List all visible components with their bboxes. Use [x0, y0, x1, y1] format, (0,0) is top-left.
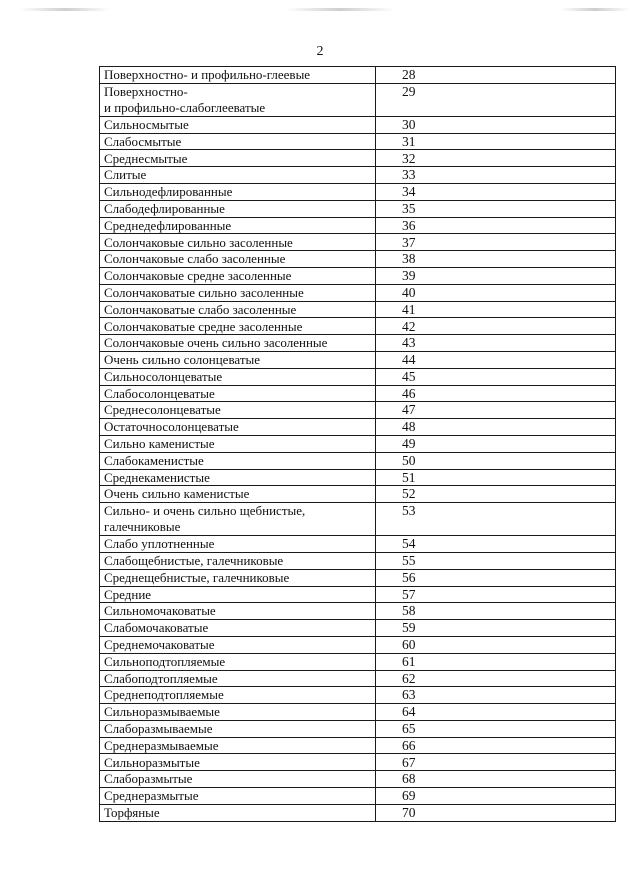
row-code-cell: 52	[376, 486, 616, 503]
table-row	[100, 636, 616, 653]
row-code-cell: 48	[376, 419, 616, 436]
table-row	[100, 552, 616, 569]
row-name-cell: Сильносмытые	[100, 116, 376, 133]
table-row	[100, 301, 616, 318]
table-row	[100, 503, 616, 536]
row-code-cell: 64	[376, 704, 616, 721]
row-code-cell: 46	[376, 385, 616, 402]
table-row	[100, 67, 616, 84]
row-name-cell: Среднеразмываемые	[100, 737, 376, 754]
table-row	[100, 737, 616, 754]
row-name-cell: Солончаковатые средне засоленные	[100, 318, 376, 335]
row-name-cell: Сильно каменистые	[100, 435, 376, 452]
row-name-cell: Сильноразмытые	[100, 754, 376, 771]
row-name-cell: Слаборазмываемые	[100, 720, 376, 737]
row-code-cell: 45	[376, 368, 616, 385]
row-code-cell: 59	[376, 620, 616, 637]
row-name-cell: Среднеразмытые	[100, 788, 376, 805]
row-name-cell: Слабомочаковатые	[100, 620, 376, 637]
row-name-cell: Слабодефлированные	[100, 200, 376, 217]
row-code-cell: 30	[376, 116, 616, 133]
row-name-cell: Слабощебнистые, галечниковые	[100, 552, 376, 569]
table-row	[100, 116, 616, 133]
table-row	[100, 670, 616, 687]
row-name-cell: Сильно- и очень сильно щебнистые, галечниковые	[100, 503, 376, 536]
page-number: 2	[316, 44, 324, 59]
row-code-cell: 50	[376, 452, 616, 469]
table-row	[100, 217, 616, 234]
row-code-cell: 33	[376, 167, 616, 184]
row-code-cell: 53	[376, 503, 616, 536]
table-row	[100, 402, 616, 419]
row-name-cell: Среднемочаковатые	[100, 636, 376, 653]
row-name-cell: Среднесолонцеватые	[100, 402, 376, 419]
table-row	[100, 435, 616, 452]
row-code-cell: 43	[376, 335, 616, 352]
row-name-cell: Поверхностно- и профильно-глеевые	[100, 67, 376, 84]
row-name-cell: Среднедефлированные	[100, 217, 376, 234]
row-code-cell: 37	[376, 234, 616, 251]
table-row	[100, 335, 616, 352]
row-name-cell: Слаборазмытые	[100, 771, 376, 788]
scan-artifact	[560, 8, 630, 11]
table-row	[100, 267, 616, 284]
scan-artifact	[20, 8, 110, 11]
row-code-cell: 62	[376, 670, 616, 687]
row-code-cell: 49	[376, 435, 616, 452]
row-code-cell: 55	[376, 552, 616, 569]
table-row	[100, 536, 616, 553]
row-name-cell: Слабосмытые	[100, 133, 376, 150]
row-name-cell: Остаточносолонцеватые	[100, 419, 376, 436]
row-code-cell: 34	[376, 183, 616, 200]
table-row	[100, 754, 616, 771]
row-name-cell: Слабоподтопляемые	[100, 670, 376, 687]
codes-table	[99, 66, 616, 822]
row-code-cell: 57	[376, 586, 616, 603]
row-name-cell: Слабосолонцеватые	[100, 385, 376, 402]
row-code-cell: 51	[376, 469, 616, 486]
table-row	[100, 603, 616, 620]
row-name-cell: Солончаковые слабо засоленные	[100, 251, 376, 268]
row-name-cell: Слитые	[100, 167, 376, 184]
row-code-cell: 39	[376, 267, 616, 284]
table-row	[100, 368, 616, 385]
row-code-cell: 44	[376, 351, 616, 368]
row-name-cell: Сильноразмываемые	[100, 704, 376, 721]
table-row	[100, 351, 616, 368]
row-code-cell: 35	[376, 200, 616, 217]
table-row	[100, 133, 616, 150]
row-code-cell: 47	[376, 402, 616, 419]
table-row	[100, 469, 616, 486]
row-name-cell: Среднекаменистые	[100, 469, 376, 486]
row-name-cell: Сильносолонцеватые	[100, 368, 376, 385]
row-code-cell: 36	[376, 217, 616, 234]
row-code-cell: 58	[376, 603, 616, 620]
row-code-cell: 28	[376, 67, 616, 84]
codes-table-body	[100, 67, 616, 822]
row-name-cell: Средние	[100, 586, 376, 603]
row-code-cell: 56	[376, 569, 616, 586]
row-code-cell: 63	[376, 687, 616, 704]
row-name-cell: Слабо уплотненные	[100, 536, 376, 553]
table-row	[100, 234, 616, 251]
table-row	[100, 720, 616, 737]
scan-artifact	[285, 8, 395, 11]
table-row	[100, 251, 616, 268]
table-row	[100, 385, 616, 402]
row-code-cell: 68	[376, 771, 616, 788]
row-name-cell: Очень сильно каменистые	[100, 486, 376, 503]
table-row	[100, 452, 616, 469]
row-name-cell: Сильномочаковатые	[100, 603, 376, 620]
row-name-cell: Солончаковые очень сильно засоленные	[100, 335, 376, 352]
row-code-cell: 67	[376, 754, 616, 771]
row-name-cell: Очень сильно солонцеватые	[100, 351, 376, 368]
row-name-cell: Солончаковые средне засоленные	[100, 267, 376, 284]
row-name-cell: Солончаковые сильно засоленные	[100, 234, 376, 251]
table-row	[100, 486, 616, 503]
row-name-cell: Сильнодефлированные	[100, 183, 376, 200]
row-name-cell: Солончаковатые сильно засоленные	[100, 284, 376, 301]
row-code-cell: 41	[376, 301, 616, 318]
row-code-cell: 42	[376, 318, 616, 335]
row-code-cell: 70	[376, 804, 616, 821]
table-row	[100, 318, 616, 335]
row-code-cell: 38	[376, 251, 616, 268]
row-name-cell: Солончаковатые слабо засоленные	[100, 301, 376, 318]
table-row	[100, 284, 616, 301]
table-row	[100, 183, 616, 200]
table-row	[100, 167, 616, 184]
row-code-cell: 29	[376, 83, 616, 116]
row-code-cell: 31	[376, 133, 616, 150]
table-row	[100, 804, 616, 821]
table-row	[100, 150, 616, 167]
row-code-cell: 32	[376, 150, 616, 167]
row-name-cell: Среднесмытые	[100, 150, 376, 167]
table-row	[100, 200, 616, 217]
table-row	[100, 653, 616, 670]
row-code-cell: 66	[376, 737, 616, 754]
row-name-cell: Сильноподтопляемые	[100, 653, 376, 670]
row-code-cell: 54	[376, 536, 616, 553]
table-row	[100, 569, 616, 586]
row-code-cell: 65	[376, 720, 616, 737]
row-name-cell: Среднещебнистые, галечниковые	[100, 569, 376, 586]
row-code-cell: 61	[376, 653, 616, 670]
row-name-cell: Торфяные	[100, 804, 376, 821]
table-row	[100, 704, 616, 721]
table-row	[100, 771, 616, 788]
table-row	[100, 419, 616, 436]
table-row	[100, 687, 616, 704]
table-row	[100, 788, 616, 805]
table-row	[100, 586, 616, 603]
row-name-cell: Поверхностно- и профильно-слабоглееватые	[100, 83, 376, 116]
row-code-cell: 60	[376, 636, 616, 653]
row-code-cell: 69	[376, 788, 616, 805]
row-name-cell: Среднеподтопляемые	[100, 687, 376, 704]
table-row	[100, 83, 616, 116]
row-code-cell: 40	[376, 284, 616, 301]
row-name-cell: Слабокаменистые	[100, 452, 376, 469]
table-row	[100, 620, 616, 637]
